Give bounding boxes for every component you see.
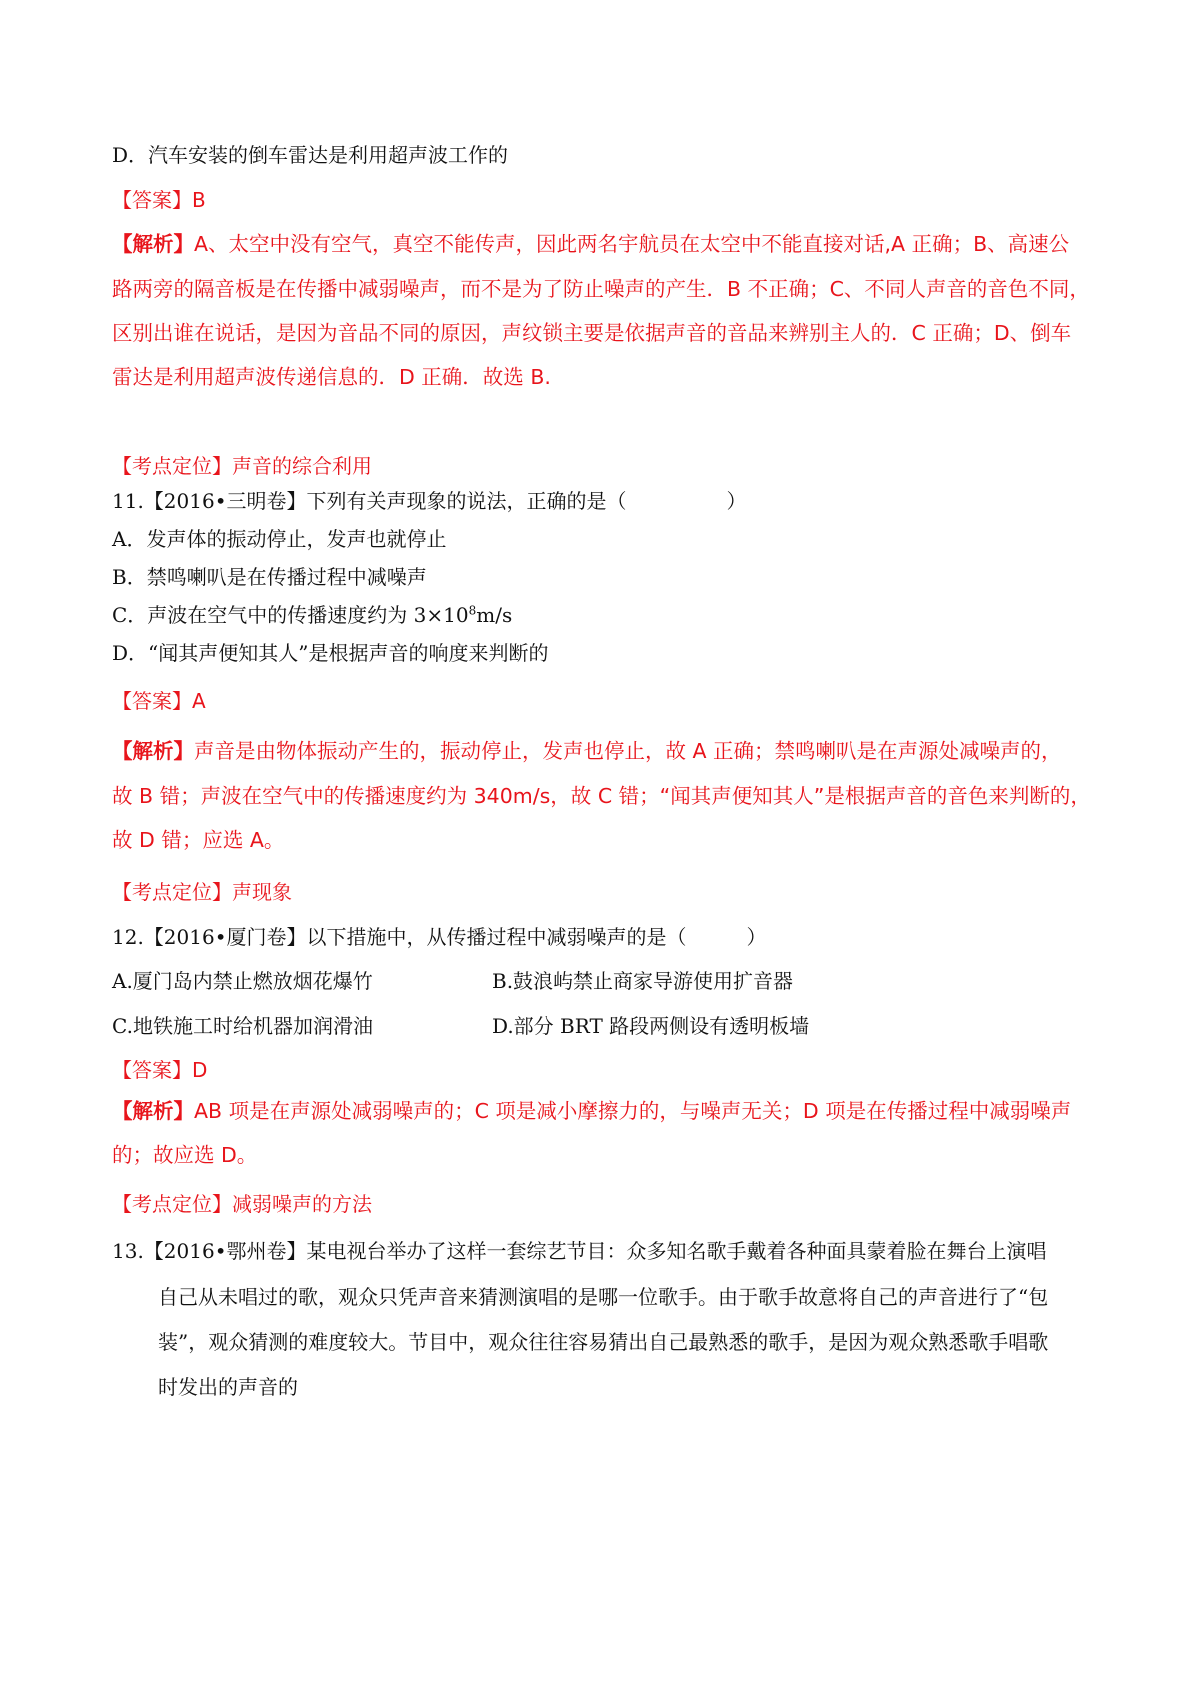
kaodian-value: 声音的综合利用 [232,454,372,478]
q10-answer [112,186,206,214]
q11-stem: 11.【2016•三明卷】下列有关声现象的说法，正确的是（ ） [112,489,747,513]
kaodian-value: 减弱噪声的方法 [232,1192,372,1216]
q12-stem: 12.【2016•厦门卷】以下措施中，从传播过程中减弱噪声的是（ ） [112,925,767,949]
q11-analysis-line-2: 故 B 错；声波在空气中的传播速度约为 340m/s，故 C 错；“闻其声便知其人”是根据声音的音色来判断的， [112,784,1091,808]
q11-kaodian [112,878,292,906]
q10-kaodian [112,452,372,480]
answer-value: B [192,188,206,212]
analysis-label: 【解析】 [112,232,194,256]
q10-analysis-line-2: 路两旁的隔音板是在传播中减弱噪声，而不是为了防止噪声的产生．B 不正确；C、不同人声音的音色不同， [112,277,1090,301]
q10-analysis-line-1: 【解析】A、太空中没有空气，真空不能传声，因此两名宇航员在太空中不能直接对话,A 正确；B、高速公 [112,232,1070,256]
q12-analysis-line-2: 的；故应选 D。 [112,1143,258,1167]
answer-value: D [192,1058,208,1082]
q12-option-a: A.厦门岛内禁止燃放烟花爆竹 [112,969,373,993]
q12-analysis-line-1: 【解析】AB 项是在声源处减弱噪声的；C 项是减小摩擦力的，与噪声无关；D 项是在传播过程中减弱噪声 [112,1099,1072,1123]
q13-stem-line-3: 装”，观众猜测的难度较大。节目中，观众往往容易猜出自己最熟悉的歌手，是因为观众熟悉歌手唱歌 [158,1330,1049,1354]
kaodian-value: 声现象 [232,880,292,904]
kaodian-label: 【考点定位】 [112,454,232,478]
analysis-label: 【解析】 [112,1099,194,1123]
q13-stem-line-1: 13.【2016•鄂州卷】某电视台举办了这样一套综艺节目：众多知名歌手戴着各种面具蒙着脸在舞台上演唱 [112,1239,1047,1263]
answer-label: 【答案】 [112,689,192,713]
q12-kaodian [112,1190,372,1218]
q11-answer [112,687,206,715]
q11-option-d: D．“闻其声便知其人”是根据声音的响度来判断的 [112,641,549,665]
q10-option-d: D．汽车安装的倒车雷达是利用超声波工作的 [112,143,509,167]
q12-option-c: C.地铁施工时给机器加润滑油 [112,1014,373,1038]
q10-analysis-line-3: 区别出谁在说话，是因为音品不同的原因，声纹锁主要是依据声音的音品来辨别主人的．C 正确；D、倒车 [112,321,1072,345]
q13-stem-line-4: 时发出的声音的 [158,1375,298,1399]
kaodian-label: 【考点定位】 [112,1192,232,1216]
q11-option-a: A．发声体的振动停止，发声也就停止 [112,527,447,551]
answer-label: 【答案】 [112,188,192,212]
q11-option-b: B．禁鸣喇叭是在传播过程中减噪声 [112,565,427,589]
q12-answer [112,1056,207,1084]
analysis-label: 【解析】 [112,739,194,763]
answer-label: 【答案】 [112,1058,192,1082]
q10-analysis-line-4: 雷达是利用超声波传递信息的．D 正确．故选 B. [112,365,551,389]
q12-options-row-1 [112,967,373,995]
q11-analysis-line-3: 故 D 错；应选 A。 [112,828,285,852]
q13-stem-line-2: 自己从未唱过的歌，观众只凭声音来猜测演唱的是哪一位歌手。由于歌手故意将自己的声音进行了“包 [158,1285,1049,1309]
q12-option-d: D.部分 BRT 路段两侧设有透明板墙 [492,1014,810,1038]
kaodian-label: 【考点定位】 [112,880,232,904]
q12-option-b: B.鼓浪屿禁止商家导游使用扩音器 [492,969,794,993]
q11-option-c: C．声波在空气中的传播速度约为 $3\times 10^8m/s$ [112,603,513,627]
q11-analysis-line-1: 【解析】声音是由物体振动产生的，振动停止，发声也停止，故 A 正确；禁鸣喇叭是在声源处减噪声的， [112,739,1062,763]
answer-value: A [192,689,206,713]
